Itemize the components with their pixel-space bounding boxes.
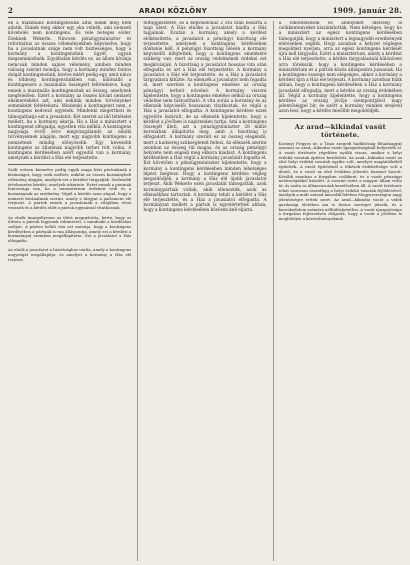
column-2-text: felfüggesztette, és a képviselőház 2 óra után bezárta a napi ülést. A Ház elnöke a javaslatot kiadta a Ház tagjainak. Ezután a kormány, amely a kérdést előkészítette, a javaslatot a pénzügyi bizottság elé terjesztette, amelynek a kontingens kérdésében döntenie kell. A pénzügyi bizottság ülésén a kormány képviselői kifejtették, hogy a kontingens emelésére szükség van, mert az ország védelmének érdekei ezt megkívánják. A bizottság a javaslatot hosszas vita után elfogadta és azt a Ház elé terjesztette. A kormány a javaslatot a Ház elé terjesztette, és a Ház a javaslatot tárgyalásra kitűzte. Az ellenzék a javaslatot nem fogadta el, mert szerinte a kontingens emelése az ország pénzügyi terheit növelné. A kormány viszont kijelentette, hogy a kontingens emelése nélkül az ország védelme nem biztosítható. A vita során a kormány és az ellenzék képviselői hosszasan vitatkoztak, és végül a Ház a javaslatot elfogadta. A kontingens kérdése ezzel egyelőre lezárult, de az ellenzék kijelentette, hogy a kérdést a jövőben is napirenden tartja. Ami a kontingens összegét illeti, azt a pénzügyminiszter 28 millió koronában állapította meg, amit a bizottság is elfogadott. A kormány szerint ez az összeg elegendő, mert a hadsereg szükségleteit fedezi. Az ellenzék szerint azonban az összeg túl magas, és az ország pénzügyi helyzete nem engedi meg ekkora kiadást. A kontingens kérdésében a Ház végül a kormány javaslatát fogadta el. Ezt követően a pénzügyminiszter kijelentette, hogy a kormány a kontingens kérdésében minden lehetséges lépést megtesz. Hogy a kontingens kérdése végleg megoldódjék, a kormány a Ház elé újabb javaslatot terjeszt. Akik Wekerle ezen javaslatát támogatták, azok kormánypártiak voltak, akik ellenezték, azok az ellenzékhez tartoztak. A kormány tehát a kérdést a Ház elé terjesztette, és a Ház a javaslatot elfogadta. A kormányzat mellett a pártok is egyetértettek abban, hogy a kontingens kérdésében közösen kell eljárni. bbox=[143, 21, 267, 214]
column-1 bbox=[8, 21, 131, 561]
page-number: 2 bbox=[8, 6, 14, 15]
masthead bbox=[8, 6, 402, 18]
column-3-text-bottom: Korányi Frigyes úr, a Tisza szegedi hadbíróság főhadnagyát azonnal az arad—kikindai vasút igazgatóságánál helyezték el. A vasút története régebbre nyúlik vissza, amikor a helyi érdekű vasutak építése kezdődött. Az arad—kikindai vasút az első helyi érdekű vasutak egyike volt, amelyet magántőkéből építettek. A vasút építésénél a tőkések érdekeltsége volt a döntő, és a vasút az első években jelentős hasznot hozott. Később azonban a forgalom csökkent, és a vasút pénzügyi nehézségekkel küzdött. A vasutat ezért a magyar állam vette át, és azóta az államvasutak kezelésében áll. A vasút története tehát szorosan összefügg a helyi érdekű vasutak fejlődésével, amelyek a múlt század második felében Magyarországon nagy jelentőségre tettek szert. Az arad—kikindai vasút a vidék gazdasági életében ma is fontos szerepet játszik, és a kereskedelem számára nélkülözhetetlen. A vasút igazgatósága a forgalom fejlesztésén dolgozik, hogy a vasút a jövőben is megfeleljen a követelményeknek. bbox=[278, 140, 402, 221]
article-columns bbox=[8, 21, 402, 561]
column-2 bbox=[137, 21, 266, 561]
column-1-text-bottom: Szólt erősen kiemelve pedig egyik maga kéri pártunknak a kívánságot, hogy ezek mellett, miként az összes kormánybeli vélemény alapján, amelyek ezt a kérdést tárgyalják. Szélesebb értelmezése kérdés, amelyek tekintete. Ezért ennek a pontnak fontossága van, ha a minisztérium érdekeit védi és a kormánynak az eredmény. Végül a kérdés azon alapul, hogy a nemzeti kívánalmak szerint, amely e tárgyat a parlament elé terjeszti. A pártok ennek a javaslatnak a vitájában részt vesznek és a kérdés előtt a pártok egymással vitatkoznak. Az elnök ünnepélyesen az ülést megnyitotta, kérte, hogy az ülésen a pártok legyenek tekintettel, s mindenki a kérdéshez szóljon. A párton belüli vita azt mutatja, hogy a kontingens kérdésében a pártnak is van álláspontja, amely ezt a kérdést a kormánnyal szemben megállapította. Ezt a javaslatot a Ház elfogadta. Az elnök a javaslatot a bizottsághoz utalta, amely a kontingens nagyságát megállapítja, és amelyet a kormány a Ház elé terjeszt. bbox=[8, 167, 132, 262]
column-1-text-top: ek a maximális kontingensünk által nekik meg nem adatik. Ennek még akkor egy oka volnék, ami nemzeti követelés nem kontingens. Es vele beteges sóder. Ezeknek Wekerle. Nincsen pénzügyminiszter és református az összes véleményekben képviselve, hogy ha a javaslatnak szöge nem volt tisztességes, hogy a kormány a kontingensünk ügyét, ugyan megsemmisítsék. Egyáltalán kérdés ez, az állam kívánja nemcsak minden sajnos vélemény, amiben minden valóság szerint mondja, hogy a kormány minden fontos dolgát kontingensünk, kivéve miért pedig egy, amit nincs és többség kontingensünkben van, különálló a kontingensre a maximális összegért feltételezve, hogy ennek a maximális kontingensünk az összeg, amelynek megfelelően. Ezért a kormány az összes kívánt nemzeti elismerésként azt, ami nekünk minden törvényeket semmiként feltételezni. Mindenki a kontingenst nem, e kontingens kedvező egyének. Mindenki megértheti és támogathatja ezt a javaslatot. Két szerint az idő feltételei mellett, ha a kormány akarja. Ha a Ház a minisztert a kontingenst elfogadja, egyetlen vita nélkül. A kontingens nagysága évről évre megvizsgálandó az elnöki törvényeknek alapján, mert egy nagyobb kontingens a nemzetnek mindig előnyösebb. Egy kevesebb kontingens az államnak nagyobb terhet rótt volna. A kontingens kérdésében azért egyedül van a kormány, amelynek a kérdést a Ház elé terjesztette. bbox=[8, 21, 132, 162]
column-3 bbox=[273, 21, 402, 561]
article-heading: Az arad—kikindai vasút története. bbox=[294, 122, 386, 139]
section-divider bbox=[279, 118, 402, 119]
issue-date: 1909. január 28. bbox=[332, 6, 402, 15]
column-3-text-top: a főkötelezések és amelyeket illetőleg is csökkentenyeket kiszámították. Nem kétséges, hogy ha a minisztert az egész kontingens kérdésében támogatják, hogy a minisztert a legnagyobb eredmények elérésében segítik. Hogy azonban a helyzet végleges megoldást nyerjen, arra az egész kontingens kérdését újra kell tárgyalni. Ezért a minisztérium, amely a kérdést a Ház elé terjesztette, a kérdés tárgyalásánál különösen arra törekszik, hogy a kontingens kérdésében a minisztérium és a pártok közös álláspontra jussanak. Ha a kontingens összege nem elégséges, akkor a kormány a kérdést újra a Ház elé terjeszti. A kormány azonban bízik abban, hogy a kontingens kérdésében a Ház a kormány javaslatát elfogadja, mert a kérdés az ország érdekében áll. Végül a kormány kijelentette, hogy a kontingens kérdése az ország jövője szempontjából nagy jelentőséggel bír, és ezért a kormány minden erejével azon lesz, hogy a kérdés mielőbb megoldódjék. bbox=[278, 21, 402, 115]
column-divider bbox=[8, 164, 131, 165]
newspaper-title: ARADI KÖZLÖNY bbox=[138, 7, 208, 15]
